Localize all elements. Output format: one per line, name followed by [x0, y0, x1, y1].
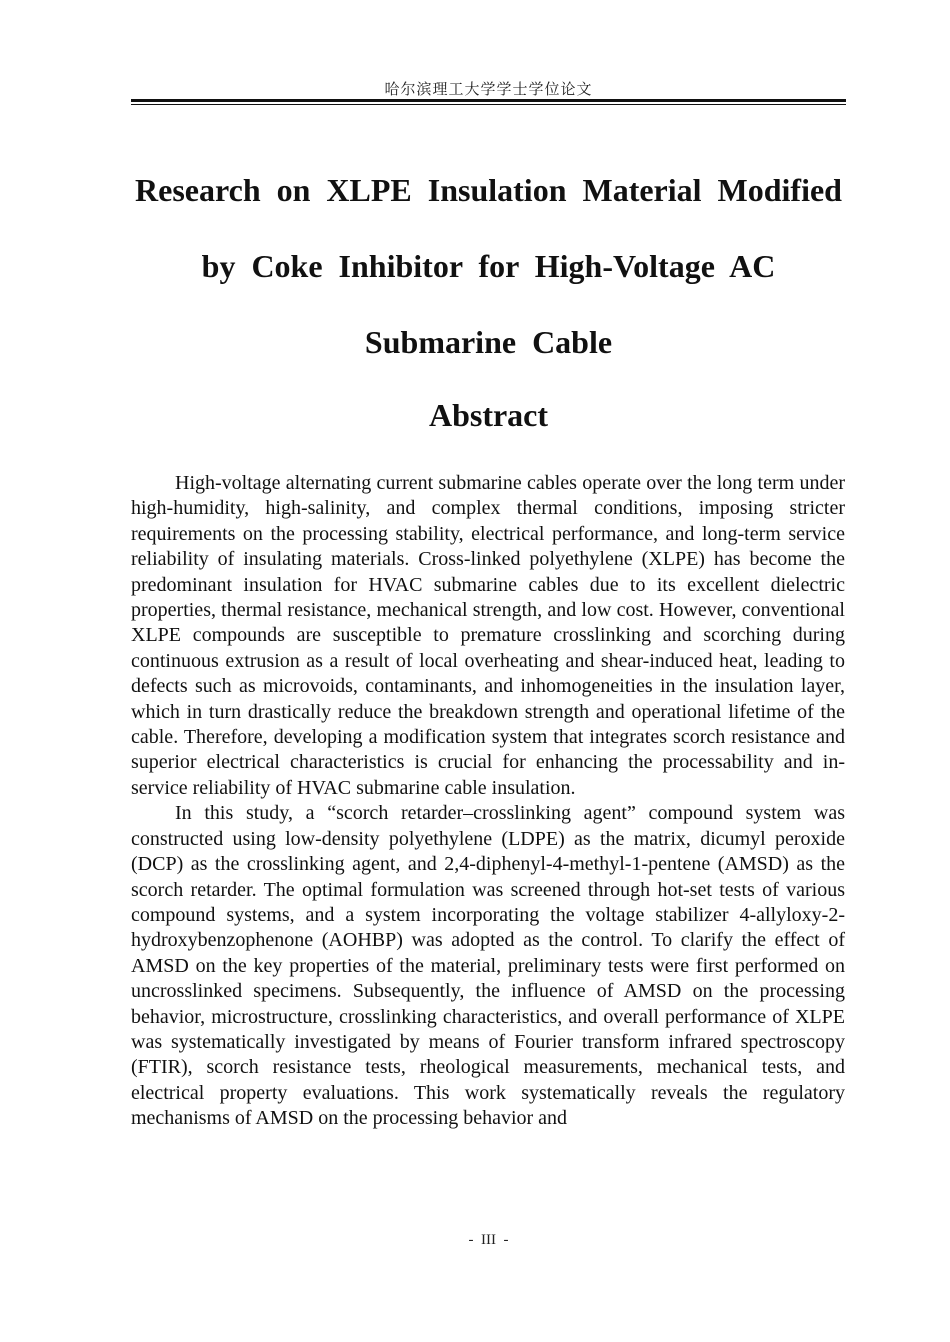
abstract-paragraph-2: In this study, a “scorch retarder–crosslinking agent” compound system was constructed using low-density polyethylene (LDPE) as the matrix, dicumyl peroxide (DCP) as the crosslinking agent, and 2,4-diphenyl-4-methyl-1-pentene (AMSD) as the scorch retarder. The optimal formulation was screened through hot-set tests of various compound systems, and a system incorporating the voltage stabilizer 4-allyloxy-2-hydroxybenzophenone (AOHBP) was adopted as the control. To clarify the effect of AMSD on the key properties of the material, preliminary tests were first performed on uncrosslinked specimens. Subsequently, the influence of AMSD on the processing behavior, microstructure, crosslinking characteristics, and overall performance of XLPE was systematically investigated by means of Fourier transform infrared spectroscopy (FTIR), scorch resistance tests, rheological measurements, mechanical tests, and electrical property evaluations. This work systematically reveals the regulatory mechanisms of AMSD on the processing behavior and: [131, 802, 845, 1130]
abstract-body: [131, 471, 845, 1132]
abstract-heading: Abstract: [428, 397, 549, 433]
header-rule-thick: [131, 99, 846, 102]
running-header: 哈尔滨理工大学学士学位论文: [384, 80, 593, 98]
abstract-paragraph-1: High-voltage alternating current submarine cables operate over the long term under high-humidity, high-salinity, and complex thermal conditions, imposing stricter requirements on the processing stability, electrical performance, and long-term service reliability of insulating materials. Cross-linked polyethylene (XLPE) has become the predominant insulation for HVAC submarine cables due to its excellent dielectric properties, thermal resistance, mechanical strength, and low cost. However, conventional XLPE compounds are susceptible to premature crosslinking and scorching during continuous extrusion as a result of local overheating and shear-induced heat, leading to defects such as microvoids, contaminants, and inhomogeneities in the insulation layer, which in turn drastically reduce the breakdown strength and operational lifetime of the cable. Therefore, developing a modification system that integrates scorch resistance and superior electrical characteristics is crucial for enhancing the processability and in-service reliability of HVAC submarine cable insulation.: [131, 472, 845, 799]
header-rule-thin: [131, 104, 846, 105]
thesis-title: Research on XLPE Insulation Material Modified by Coke Inhibitor for High-Voltage AC Submarine Cable: [135, 172, 842, 360]
page-number: - III -: [468, 1232, 509, 1248]
